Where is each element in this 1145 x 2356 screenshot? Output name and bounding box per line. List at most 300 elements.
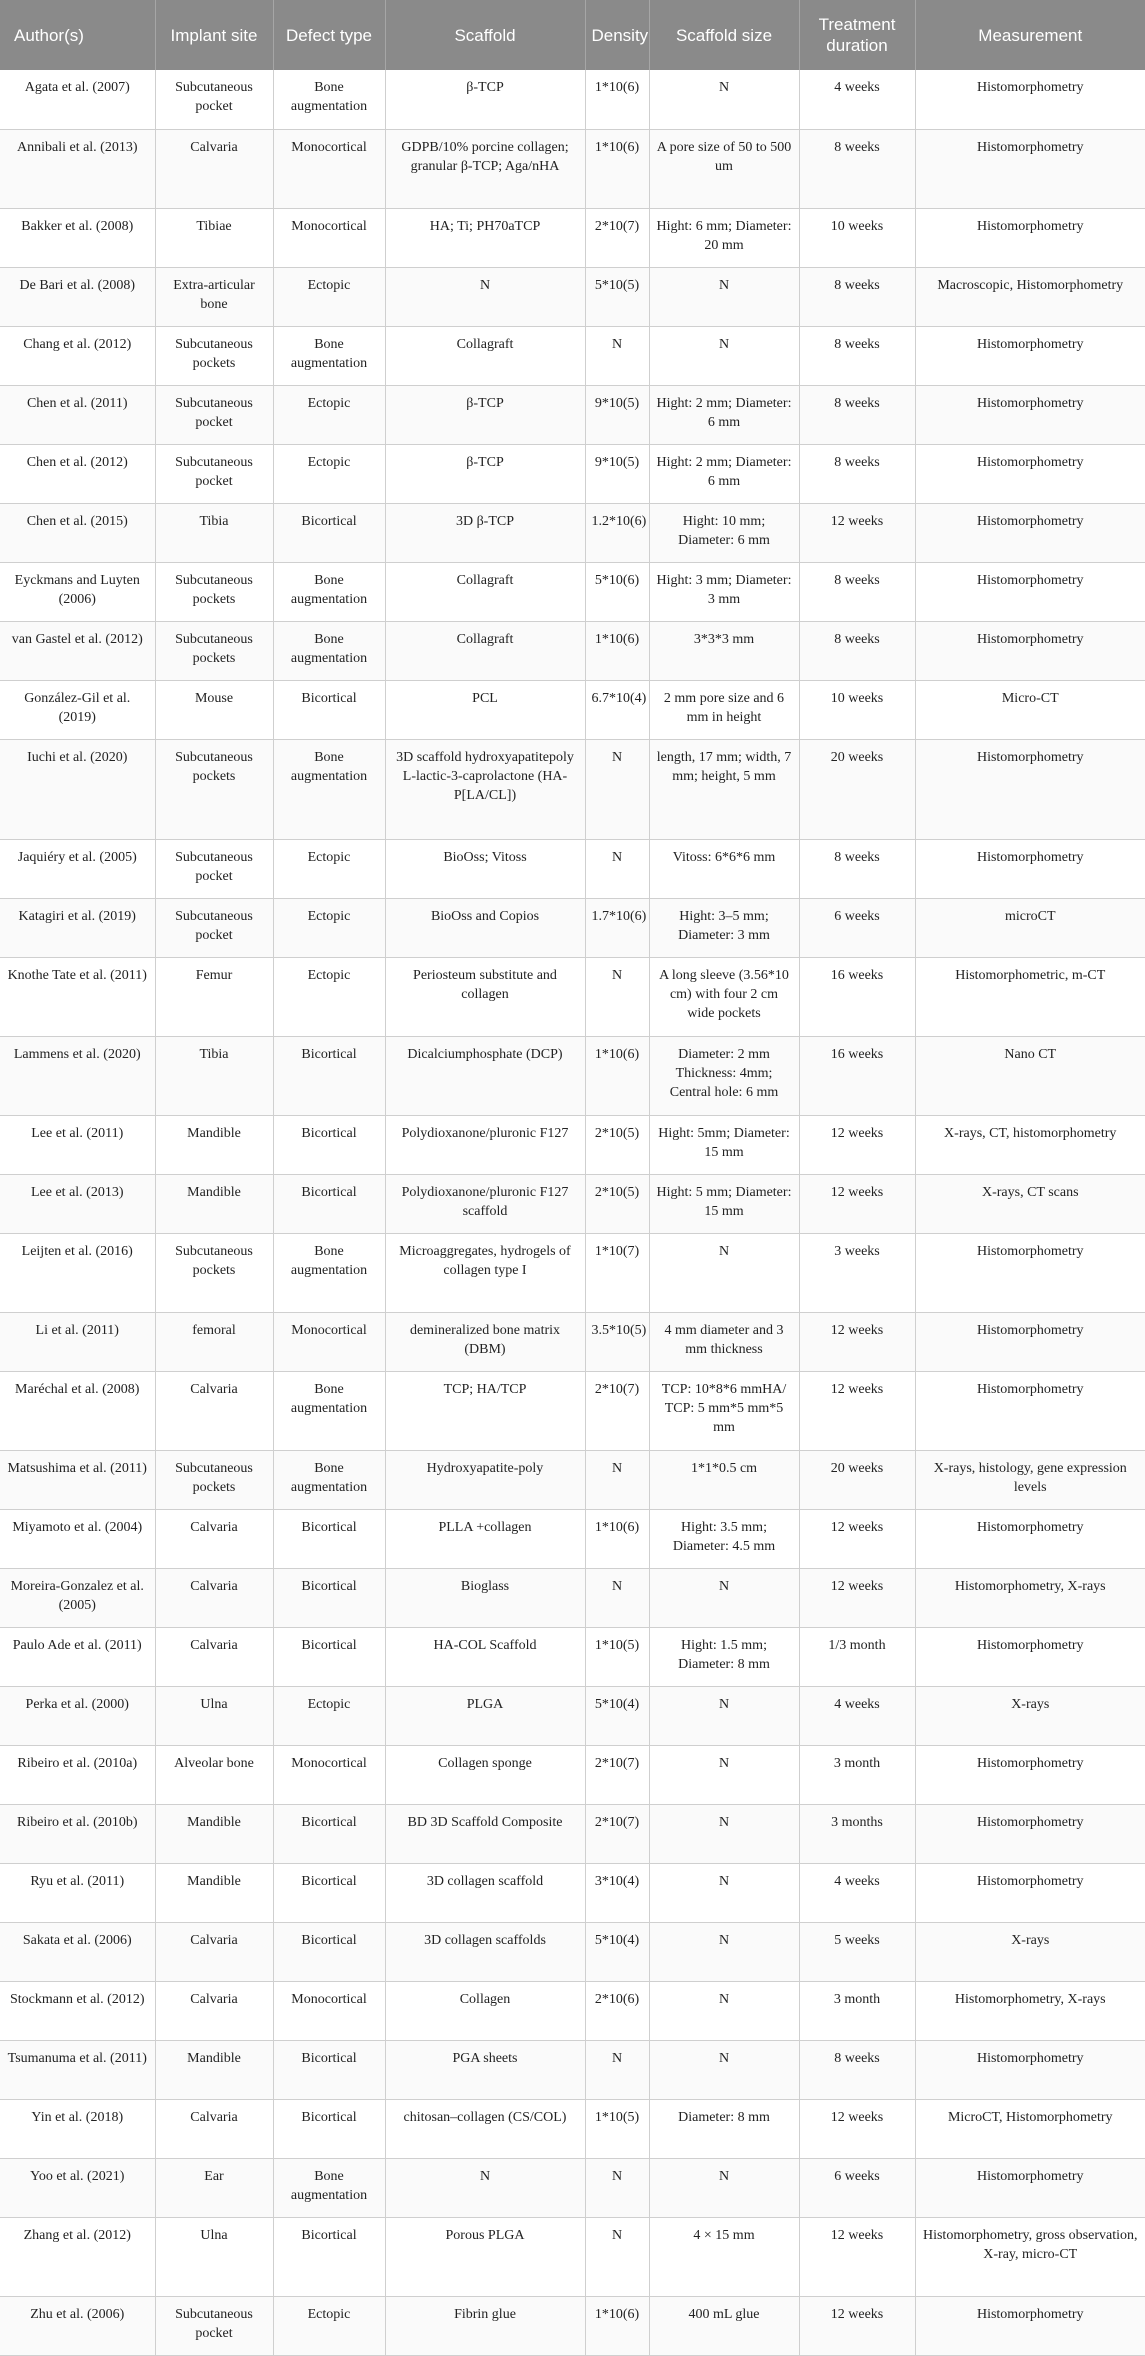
author-cell: Bakker et al. (2008): [0, 208, 155, 267]
implant-site-cell: Calvaria: [155, 129, 273, 208]
scaffold-size-cell: length, 17 mm; width, 7 mm; height, 5 mm: [649, 739, 799, 839]
defect-type-cell: Ectopic: [273, 898, 385, 957]
measurement-cell: Histomorphometry: [915, 444, 1145, 503]
table-row: [0, 1627, 1145, 1686]
treatment-duration-cell: 8 weeks: [799, 2040, 915, 2099]
density-cell: 1*10(6): [585, 1509, 649, 1568]
scaffold-cell: Hydroxyapatite-poly: [385, 1450, 585, 1509]
table-row: [0, 1115, 1145, 1174]
measurement-cell: MicroCT, Histomorphometry: [915, 2099, 1145, 2158]
scaffold-size-cell: 400 mL glue: [649, 2296, 799, 2355]
treatment-duration-cell: 16 weeks: [799, 957, 915, 1036]
header-scaffold: Scaffold: [385, 0, 585, 70]
implant-site-cell: Mandible: [155, 1863, 273, 1922]
scaffold-cell: 3D scaffold hydroxyapatitepoly L-lactic-3-caprolactone (HA-P[LA/CL]): [385, 739, 585, 839]
table-row: [0, 1745, 1145, 1804]
treatment-duration-cell: 12 weeks: [799, 2217, 915, 2296]
author-cell: González-Gil et al. (2019): [0, 680, 155, 739]
implant-site-cell: Calvaria: [155, 2099, 273, 2158]
measurement-cell: Histomorphometry: [915, 1745, 1145, 1804]
measurement-cell: Histomorphometry: [915, 739, 1145, 839]
defect-type-cell: Bone augmentation: [273, 326, 385, 385]
author-cell: Lammens et al. (2020): [0, 1036, 155, 1115]
implant-site-cell: Mandible: [155, 2040, 273, 2099]
density-cell: N: [585, 739, 649, 839]
table-row: [0, 70, 1145, 129]
density-cell: 2*10(7): [585, 1371, 649, 1450]
table-row: [0, 2040, 1145, 2099]
density-cell: 1*10(5): [585, 2099, 649, 2158]
scaffold-size-cell: Hight: 2 mm; Diameter: 6 mm: [649, 444, 799, 503]
measurement-cell: X-rays: [915, 1922, 1145, 1981]
measurement-cell: Histomorphometry: [915, 1627, 1145, 1686]
scaffold-size-cell: Hight: 5 mm; Diameter: 15 mm: [649, 1174, 799, 1233]
measurement-cell: Nano CT: [915, 1036, 1145, 1115]
implant-site-cell: Ear: [155, 2158, 273, 2217]
treatment-duration-cell: 8 weeks: [799, 444, 915, 503]
scaffold-size-cell: N: [649, 2040, 799, 2099]
measurement-cell: Histomorphometry, gross observation, X-ray, micro-CT: [915, 2217, 1145, 2296]
scaffold-cell: PGA sheets: [385, 2040, 585, 2099]
scaffold-size-cell: Hight: 10 mm; Diameter: 6 mm: [649, 503, 799, 562]
defect-type-cell: Bone augmentation: [273, 1371, 385, 1450]
density-cell: N: [585, 326, 649, 385]
defect-type-cell: Bicortical: [273, 1922, 385, 1981]
scaffold-size-cell: N: [649, 326, 799, 385]
scaffold-cell: TCP; HA/TCP: [385, 1371, 585, 1450]
scaffold-size-cell: 3*3*3 mm: [649, 621, 799, 680]
scaffold-cell: β-TCP: [385, 444, 585, 503]
density-cell: 1*10(6): [585, 621, 649, 680]
treatment-duration-cell: 5 weeks: [799, 1922, 915, 1981]
scaffold-cell: Microaggregates, hydrogels of collagen type I: [385, 1233, 585, 1312]
table-row: [0, 680, 1145, 739]
author-cell: Perka et al. (2000): [0, 1686, 155, 1745]
scaffold-size-cell: N: [649, 1745, 799, 1804]
treatment-duration-cell: 8 weeks: [799, 839, 915, 898]
treatment-duration-cell: 4 weeks: [799, 70, 915, 129]
table-row: [0, 1863, 1145, 1922]
table-row: [0, 2217, 1145, 2296]
density-cell: N: [585, 957, 649, 1036]
scaffold-cell: Porous PLGA: [385, 2217, 585, 2296]
defect-type-cell: Ectopic: [273, 2296, 385, 2355]
implant-site-cell: Calvaria: [155, 1509, 273, 1568]
implant-site-cell: Mandible: [155, 1174, 273, 1233]
treatment-duration-cell: 3 month: [799, 1745, 915, 1804]
defect-type-cell: Ectopic: [273, 444, 385, 503]
table-row: [0, 326, 1145, 385]
density-cell: 9*10(5): [585, 444, 649, 503]
implant-site-cell: Mandible: [155, 1115, 273, 1174]
author-cell: Lee et al. (2013): [0, 1174, 155, 1233]
implant-site-cell: Subcutaneous pocket: [155, 385, 273, 444]
scaffold-size-cell: Hight: 5mm; Diameter: 15 mm: [649, 1115, 799, 1174]
treatment-duration-cell: 4 weeks: [799, 1863, 915, 1922]
implant-site-cell: Subcutaneous pockets: [155, 739, 273, 839]
defect-type-cell: Bicortical: [273, 1115, 385, 1174]
defect-type-cell: Bicortical: [273, 2099, 385, 2158]
measurement-cell: Histomorphometry: [915, 385, 1145, 444]
scaffold-cell: Collagen: [385, 1981, 585, 2040]
table-header: [0, 0, 1145, 70]
scaffold-cell: Collagen sponge: [385, 1745, 585, 1804]
scaffold-size-cell: N: [649, 1686, 799, 1745]
density-cell: 2*10(5): [585, 1174, 649, 1233]
scaffold-size-cell: N: [649, 1233, 799, 1312]
measurement-cell: Micro-CT: [915, 680, 1145, 739]
defect-type-cell: Ectopic: [273, 267, 385, 326]
defect-type-cell: Bone augmentation: [273, 1450, 385, 1509]
treatment-duration-cell: 8 weeks: [799, 621, 915, 680]
author-cell: Chen et al. (2012): [0, 444, 155, 503]
scaffold-cell: Collagraft: [385, 562, 585, 621]
defect-type-cell: Ectopic: [273, 1686, 385, 1745]
treatment-duration-cell: 3 months: [799, 1804, 915, 1863]
table-row: [0, 385, 1145, 444]
table-row: [0, 2158, 1145, 2217]
measurement-cell: X-rays, CT, histomorphometry: [915, 1115, 1145, 1174]
author-cell: Ribeiro et al. (2010a): [0, 1745, 155, 1804]
scaffold-cell: HA-COL Scaffold: [385, 1627, 585, 1686]
treatment-duration-cell: 8 weeks: [799, 385, 915, 444]
table-row: [0, 839, 1145, 898]
author-cell: Li et al. (2011): [0, 1312, 155, 1371]
implant-site-cell: Subcutaneous pocket: [155, 898, 273, 957]
implant-site-cell: femoral: [155, 1312, 273, 1371]
defect-type-cell: Bicortical: [273, 1036, 385, 1115]
header-scaffold-size: Scaffold size: [649, 0, 799, 70]
author-cell: Miyamoto et al. (2004): [0, 1509, 155, 1568]
scaffold-cell: demineralized bone matrix (DBM): [385, 1312, 585, 1371]
author-cell: Sakata et al. (2006): [0, 1922, 155, 1981]
implant-site-cell: Subcutaneous pockets: [155, 1233, 273, 1312]
defect-type-cell: Bone augmentation: [273, 739, 385, 839]
scaffold-cell: PLLA +collagen: [385, 1509, 585, 1568]
measurement-cell: Histomorphometry: [915, 1371, 1145, 1450]
table-row: [0, 957, 1145, 1036]
density-cell: 1.7*10(6): [585, 898, 649, 957]
author-cell: Chang et al. (2012): [0, 326, 155, 385]
header-treatment-duration: Treatment duration: [799, 0, 915, 70]
author-cell: Zhang et al. (2012): [0, 2217, 155, 2296]
treatment-duration-cell: 16 weeks: [799, 1036, 915, 1115]
author-cell: Moreira-Gonzalez et al. (2005): [0, 1568, 155, 1627]
table-row: [0, 1981, 1145, 2040]
scaffold-cell: Polydioxanone/pluronic F127: [385, 1115, 585, 1174]
density-cell: 5*10(4): [585, 1922, 649, 1981]
defect-type-cell: Bone augmentation: [273, 621, 385, 680]
author-cell: Yoo et al. (2021): [0, 2158, 155, 2217]
scaffold-size-cell: Hight: 1.5 mm; Diameter: 8 mm: [649, 1627, 799, 1686]
author-cell: Jaquiéry et al. (2005): [0, 839, 155, 898]
defect-type-cell: Ectopic: [273, 839, 385, 898]
treatment-duration-cell: 8 weeks: [799, 267, 915, 326]
treatment-duration-cell: 12 weeks: [799, 1568, 915, 1627]
measurement-cell: Histomorphometry: [915, 2158, 1145, 2217]
scaffold-cell: Fibrin glue: [385, 2296, 585, 2355]
author-cell: Yin et al. (2018): [0, 2099, 155, 2158]
measurement-cell: Histomorphometry: [915, 621, 1145, 680]
measurement-cell: Histomorphometry: [915, 1233, 1145, 1312]
defect-type-cell: Monocortical: [273, 129, 385, 208]
defect-type-cell: Bicortical: [273, 680, 385, 739]
scaffold-size-cell: Hight: 6 mm; Diameter: 20 mm: [649, 208, 799, 267]
density-cell: 1*10(6): [585, 70, 649, 129]
implant-site-cell: Mouse: [155, 680, 273, 739]
implant-site-cell: Calvaria: [155, 1371, 273, 1450]
defect-type-cell: Monocortical: [273, 1981, 385, 2040]
scaffold-cell: BioOss; Vitoss: [385, 839, 585, 898]
author-cell: Zhu et al. (2006): [0, 2296, 155, 2355]
header-author: Author(s): [0, 0, 155, 70]
scaffold-size-cell: N: [649, 267, 799, 326]
author-cell: van Gastel et al. (2012): [0, 621, 155, 680]
table-row: [0, 1371, 1145, 1450]
density-cell: 3*10(4): [585, 1863, 649, 1922]
scaffold-size-cell: Vitoss: 6*6*6 mm: [649, 839, 799, 898]
measurement-cell: Histomorphometry: [915, 562, 1145, 621]
scaffold-cell: GDPB/10% porcine collagen; granular β-TCP; Aga/nHA: [385, 129, 585, 208]
defect-type-cell: Monocortical: [273, 1745, 385, 1804]
author-cell: Eyckmans and Luyten (2006): [0, 562, 155, 621]
scaffold-cell: 3D β-TCP: [385, 503, 585, 562]
table-row: [0, 1312, 1145, 1371]
treatment-duration-cell: 20 weeks: [799, 1450, 915, 1509]
scaffold-cell: chitosan–collagen (CS/COL): [385, 2099, 585, 2158]
defect-type-cell: Bicortical: [273, 1627, 385, 1686]
treatment-duration-cell: 12 weeks: [799, 1312, 915, 1371]
scaffold-size-cell: 4 mm diameter and 3 mm thickness: [649, 1312, 799, 1371]
measurement-cell: Histomorphometry: [915, 208, 1145, 267]
measurement-cell: Histomorphometry: [915, 2040, 1145, 2099]
header-row: [0, 0, 1145, 70]
implant-site-cell: Calvaria: [155, 1627, 273, 1686]
treatment-duration-cell: 8 weeks: [799, 129, 915, 208]
scaffold-size-cell: Hight: 3.5 mm; Diameter: 4.5 mm: [649, 1509, 799, 1568]
defect-type-cell: Bicortical: [273, 1509, 385, 1568]
author-cell: Iuchi et al. (2020): [0, 739, 155, 839]
header-measurement: Measurement: [915, 0, 1145, 70]
measurement-cell: X-rays, CT scans: [915, 1174, 1145, 1233]
defect-type-cell: Bone augmentation: [273, 562, 385, 621]
implant-site-cell: Subcutaneous pocket: [155, 2296, 273, 2355]
density-cell: 2*10(7): [585, 1745, 649, 1804]
defect-type-cell: Monocortical: [273, 1312, 385, 1371]
implant-site-cell: Subcutaneous pockets: [155, 1450, 273, 1509]
density-cell: N: [585, 1568, 649, 1627]
treatment-duration-cell: 6 weeks: [799, 898, 915, 957]
density-cell: 1*10(7): [585, 1233, 649, 1312]
measurement-cell: Histomorphometry: [915, 839, 1145, 898]
implant-site-cell: Ulna: [155, 2217, 273, 2296]
measurement-cell: Histomorphometric, m-CT: [915, 957, 1145, 1036]
defect-type-cell: Bicortical: [273, 2217, 385, 2296]
scaffold-size-cell: Diameter: 8 mm: [649, 2099, 799, 2158]
implant-site-cell: Tibiae: [155, 208, 273, 267]
table-row: [0, 1509, 1145, 1568]
measurement-cell: microCT: [915, 898, 1145, 957]
author-cell: Matsushima et al. (2011): [0, 1450, 155, 1509]
scaffold-cell: Bioglass: [385, 1568, 585, 1627]
scaffold-cell: HA; Ti; PH70aTCP: [385, 208, 585, 267]
scaffold-size-cell: Diameter: 2 mm Thickness: 4mm; Central hole: 6 mm: [649, 1036, 799, 1115]
table-row: [0, 267, 1145, 326]
measurement-cell: Histomorphometry: [915, 1312, 1145, 1371]
table-row: [0, 1804, 1145, 1863]
measurement-cell: Histomorphometry: [915, 1863, 1145, 1922]
table-row: [0, 208, 1145, 267]
density-cell: 5*10(4): [585, 1686, 649, 1745]
scaffold-cell: BD 3D Scaffold Composite: [385, 1804, 585, 1863]
implant-site-cell: Ulna: [155, 1686, 273, 1745]
table-row: [0, 898, 1145, 957]
implant-site-cell: Subcutaneous pocket: [155, 70, 273, 129]
defect-type-cell: Bicortical: [273, 1568, 385, 1627]
treatment-duration-cell: 3 weeks: [799, 1233, 915, 1312]
implant-site-cell: Mandible: [155, 1804, 273, 1863]
measurement-cell: Macroscopic, Histomorphometry: [915, 267, 1145, 326]
defect-type-cell: Bicortical: [273, 503, 385, 562]
treatment-duration-cell: 12 weeks: [799, 503, 915, 562]
scaffold-cell: BioOss and Copios: [385, 898, 585, 957]
density-cell: 2*10(7): [585, 1804, 649, 1863]
table-row: [0, 444, 1145, 503]
treatment-duration-cell: 6 weeks: [799, 2158, 915, 2217]
table-row: [0, 621, 1145, 680]
treatment-duration-cell: 4 weeks: [799, 1686, 915, 1745]
treatment-duration-cell: 8 weeks: [799, 562, 915, 621]
density-cell: 1*10(6): [585, 129, 649, 208]
measurement-cell: Histomorphometry: [915, 503, 1145, 562]
implant-site-cell: Femur: [155, 957, 273, 1036]
density-cell: 6.7*10(4): [585, 680, 649, 739]
implant-site-cell: Subcutaneous pockets: [155, 326, 273, 385]
scaffold-size-cell: Hight: 2 mm; Diameter: 6 mm: [649, 385, 799, 444]
defect-type-cell: Monocortical: [273, 208, 385, 267]
density-cell: 2*10(5): [585, 1115, 649, 1174]
density-cell: 1*10(5): [585, 1627, 649, 1686]
density-cell: N: [585, 2040, 649, 2099]
author-cell: Tsumanuma et al. (2011): [0, 2040, 155, 2099]
scaffold-size-cell: A long sleeve (3.56*10 cm) with four 2 cm wide pockets: [649, 957, 799, 1036]
author-cell: Agata et al. (2007): [0, 70, 155, 129]
author-cell: Knothe Tate et al. (2011): [0, 957, 155, 1036]
author-cell: Ryu et al. (2011): [0, 1863, 155, 1922]
density-cell: 5*10(6): [585, 562, 649, 621]
scaffold-size-cell: N: [649, 1981, 799, 2040]
implant-site-cell: Extra-articular bone: [155, 267, 273, 326]
treatment-duration-cell: 12 weeks: [799, 1509, 915, 1568]
author-cell: Annibali et al. (2013): [0, 129, 155, 208]
table-row: [0, 562, 1145, 621]
scaffold-cell: 3D collagen scaffolds: [385, 1922, 585, 1981]
density-cell: N: [585, 1450, 649, 1509]
density-cell: N: [585, 839, 649, 898]
scaffold-size-cell: 4 × 15 mm: [649, 2217, 799, 2296]
implant-site-cell: Calvaria: [155, 1568, 273, 1627]
treatment-duration-cell: 12 weeks: [799, 1115, 915, 1174]
table-row: [0, 1686, 1145, 1745]
implant-site-cell: Tibia: [155, 1036, 273, 1115]
scaffold-cell: PLGA: [385, 1686, 585, 1745]
author-cell: Stockmann et al. (2012): [0, 1981, 155, 2040]
implant-site-cell: Alveolar bone: [155, 1745, 273, 1804]
implant-site-cell: Tibia: [155, 503, 273, 562]
treatment-duration-cell: 12 weeks: [799, 1174, 915, 1233]
author-cell: Leijten et al. (2016): [0, 1233, 155, 1312]
defect-type-cell: Bicortical: [273, 1804, 385, 1863]
measurement-cell: Histomorphometry: [915, 326, 1145, 385]
scaffold-size-cell: N: [649, 2158, 799, 2217]
defect-type-cell: Ectopic: [273, 957, 385, 1036]
density-cell: 1*10(6): [585, 1036, 649, 1115]
treatment-duration-cell: 1/3 month: [799, 1627, 915, 1686]
scaffold-size-cell: A pore size of 50 to 500 um: [649, 129, 799, 208]
density-cell: N: [585, 2158, 649, 2217]
scaffold-cell: Collagraft: [385, 326, 585, 385]
scaffold-size-cell: 2 mm pore size and 6 mm in height: [649, 680, 799, 739]
table-row: [0, 1233, 1145, 1312]
scaffold-cell: β-TCP: [385, 70, 585, 129]
treatment-duration-cell: 3 month: [799, 1981, 915, 2040]
scaffold-size-cell: Hight: 3–5 mm; Diameter: 3 mm: [649, 898, 799, 957]
scaffold-cell: Periosteum substitute and collagen: [385, 957, 585, 1036]
table-row: [0, 2099, 1145, 2158]
treatment-duration-cell: 12 weeks: [799, 2296, 915, 2355]
measurement-cell: X-rays: [915, 1686, 1145, 1745]
scaffold-size-cell: N: [649, 1568, 799, 1627]
density-cell: 3.5*10(5): [585, 1312, 649, 1371]
treatment-duration-cell: 8 weeks: [799, 326, 915, 385]
treatment-duration-cell: 12 weeks: [799, 2099, 915, 2158]
measurement-cell: Histomorphometry: [915, 2296, 1145, 2355]
scaffold-size-cell: N: [649, 1922, 799, 1981]
author-cell: Ribeiro et al. (2010b): [0, 1804, 155, 1863]
header-implant-site: Implant site: [155, 0, 273, 70]
table-body: [0, 70, 1145, 2355]
scaffold-size-cell: N: [649, 70, 799, 129]
measurement-cell: Histomorphometry, X-rays: [915, 1981, 1145, 2040]
scaffold-cell: Polydioxanone/pluronic F127 scaffold: [385, 1174, 585, 1233]
measurement-cell: Histomorphometry, X-rays: [915, 1568, 1145, 1627]
scaffold-cell: Collagraft: [385, 621, 585, 680]
table-row: [0, 1450, 1145, 1509]
density-cell: 1*10(6): [585, 2296, 649, 2355]
density-cell: 2*10(7): [585, 208, 649, 267]
implant-site-cell: Subcutaneous pocket: [155, 839, 273, 898]
defect-type-cell: Bone augmentation: [273, 2158, 385, 2217]
defect-type-cell: Bone augmentation: [273, 1233, 385, 1312]
defect-type-cell: Bicortical: [273, 2040, 385, 2099]
implant-site-cell: Subcutaneous pockets: [155, 562, 273, 621]
scaffold-cell: N: [385, 2158, 585, 2217]
table-row: [0, 1922, 1145, 1981]
defect-type-cell: Ectopic: [273, 385, 385, 444]
scaffold-cell: β-TCP: [385, 385, 585, 444]
measurement-cell: Histomorphometry: [915, 1804, 1145, 1863]
density-cell: 5*10(5): [585, 267, 649, 326]
density-cell: 9*10(5): [585, 385, 649, 444]
treatment-duration-cell: 10 weeks: [799, 208, 915, 267]
scaffold-size-cell: TCP: 10*8*6 mmHA/ TCP: 5 mm*5 mm*5 mm: [649, 1371, 799, 1450]
implant-site-cell: Subcutaneous pocket: [155, 444, 273, 503]
defect-type-cell: Bicortical: [273, 1863, 385, 1922]
author-cell: Katagiri et al. (2019): [0, 898, 155, 957]
table-row: [0, 1174, 1145, 1233]
author-cell: Lee et al. (2011): [0, 1115, 155, 1174]
measurement-cell: Histomorphometry: [915, 70, 1145, 129]
